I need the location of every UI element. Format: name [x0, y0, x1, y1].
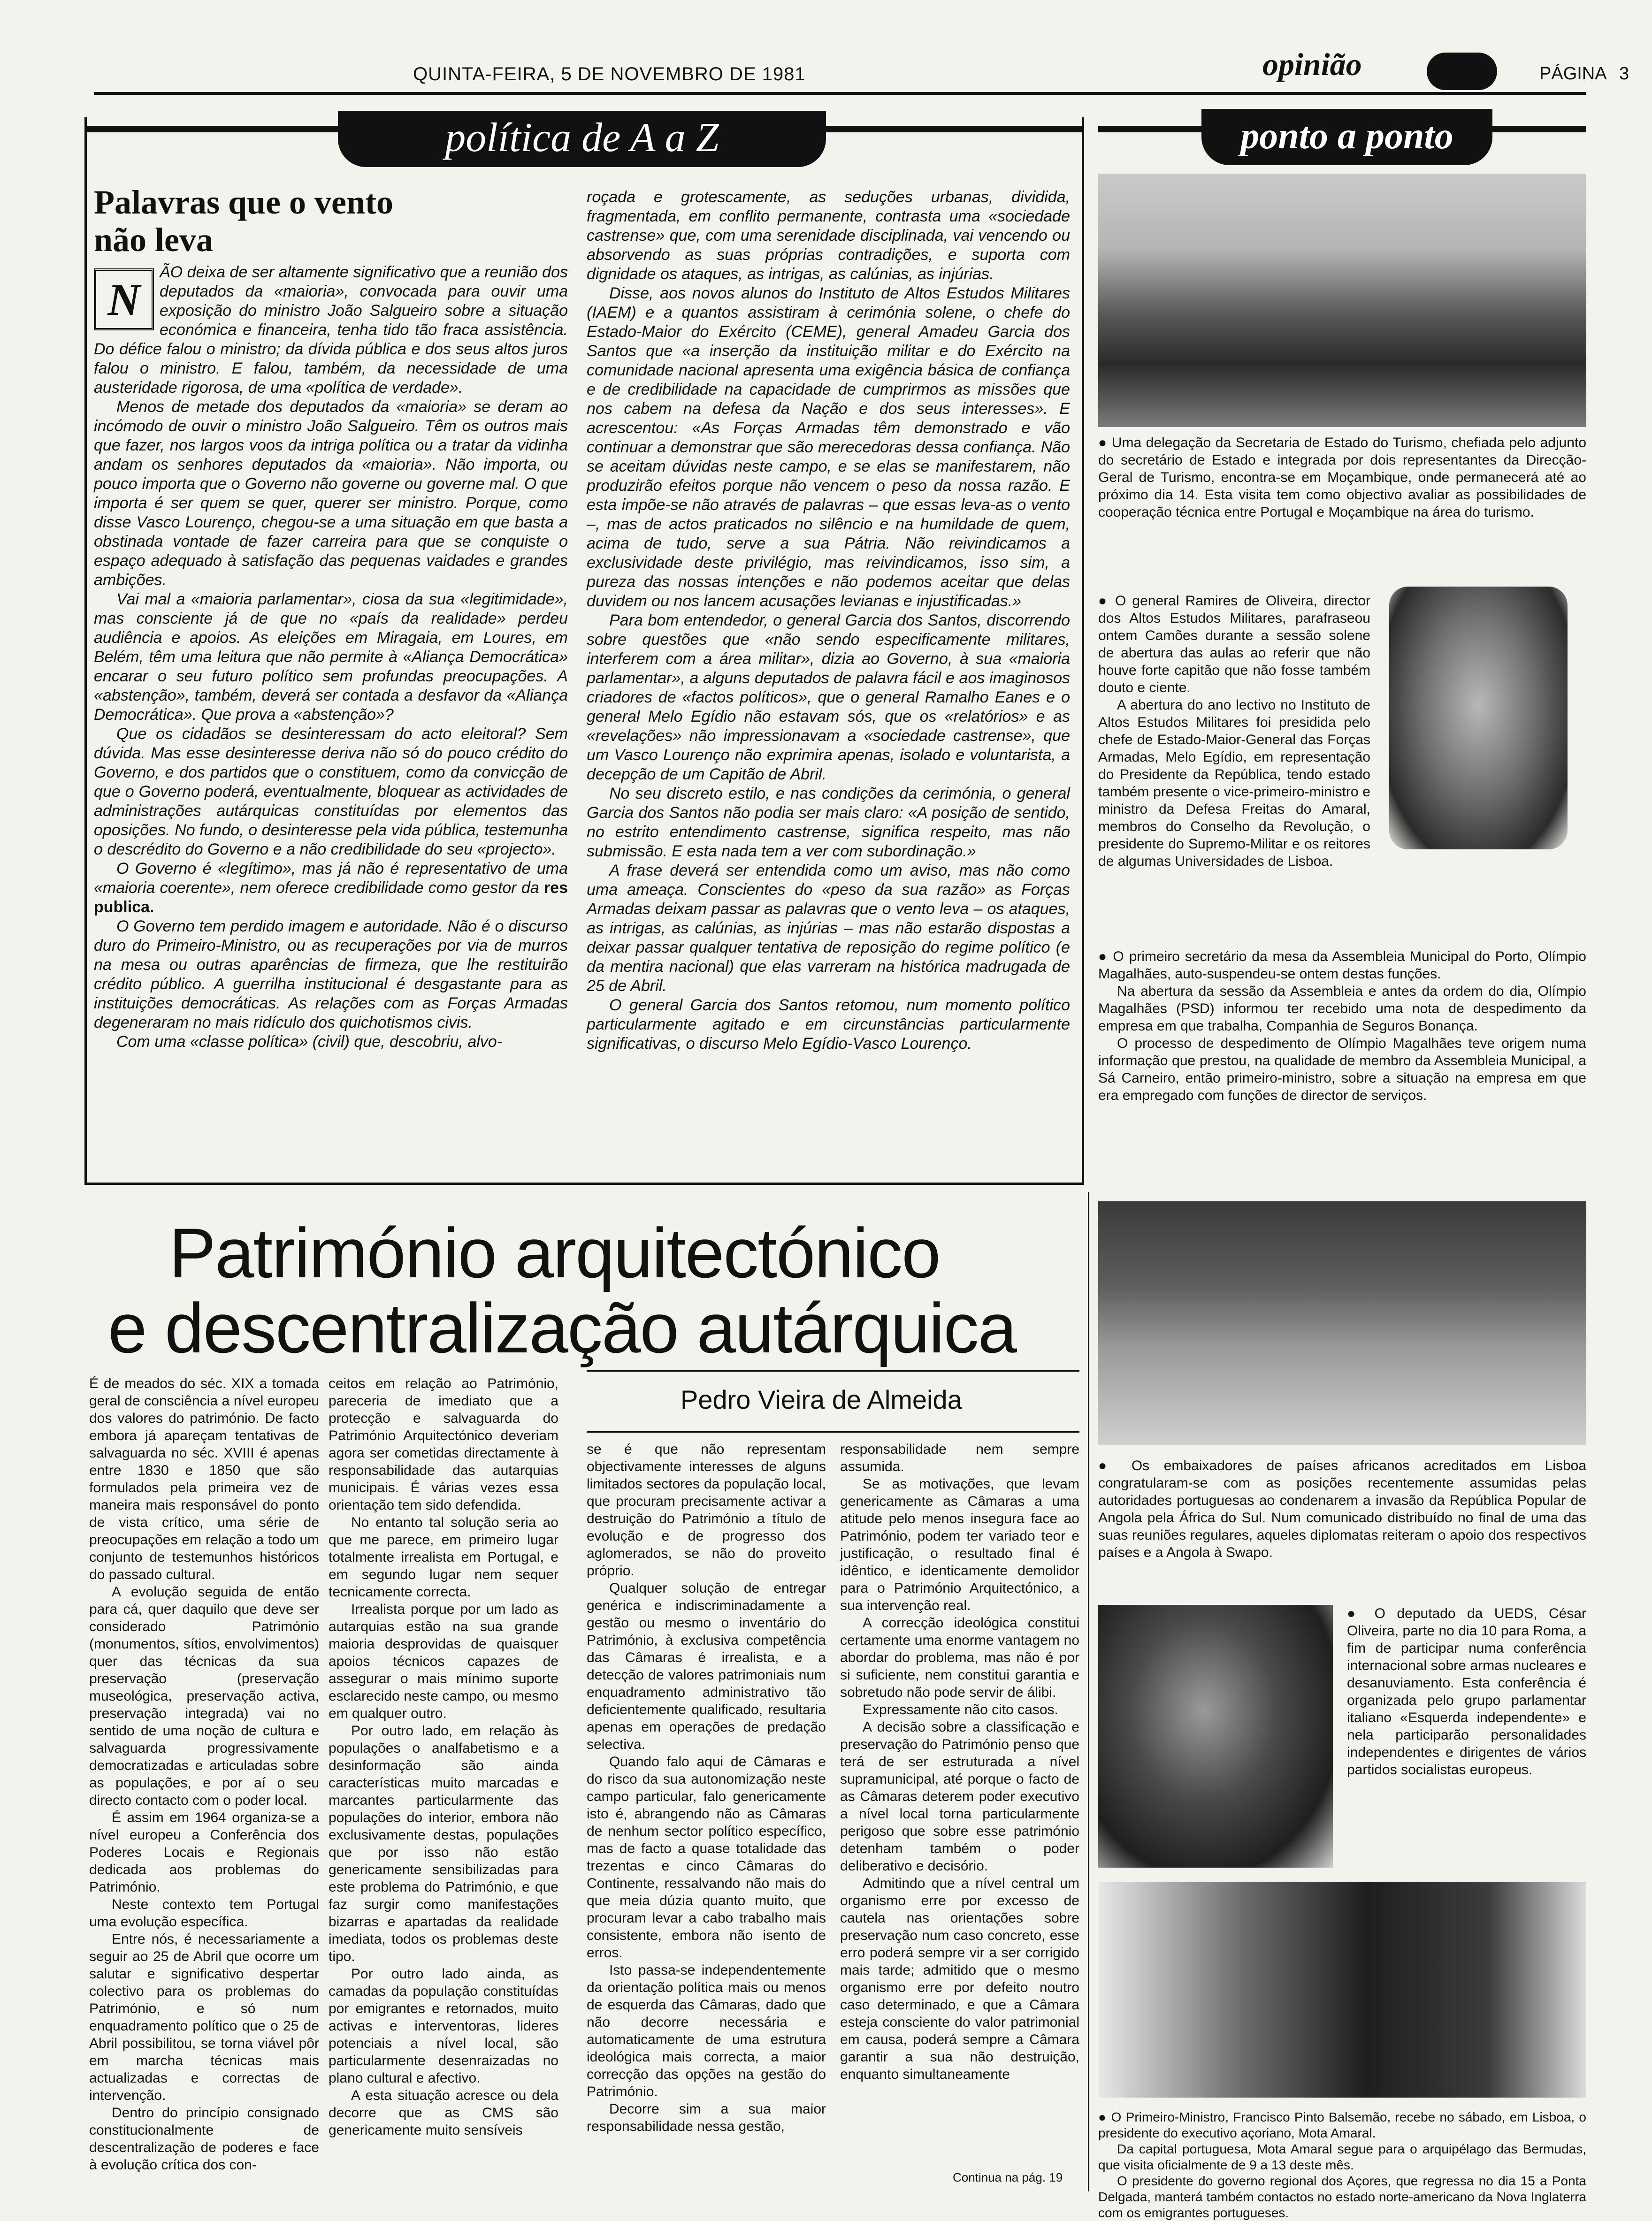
- politica-column-1: [94, 263, 568, 1159]
- politica-headline-line-2: não leva: [94, 221, 214, 259]
- patrimonio-headline-line-1: Património arquitectónico: [169, 1214, 940, 1292]
- ponto-text: ● O Primeiro-Ministro, Francisco Pinto Balsemão, recebe no sábado, em Lisboa, o presidente do executivo açoriano, Mota Amaral.: [1098, 2110, 1586, 2140]
- patrimonio-paragraph: A esta situação acresce ou dela decorre que as CMS são genericamente muito sensíveis: [329, 2088, 558, 2138]
- tourism-delegation-photo: [1098, 174, 1586, 427]
- ponto-text: O processo de despedimento de Olímpio Magalhães teve origem numa informação que prestou, na qualidade de membro da Assembleia Municipal, a Sá Carneiro, então primeiro-ministro, sobre a situação na empresa em que era empregado com funções de director de serviços.: [1098, 1036, 1586, 1103]
- ponto-text: Na abertura da sessão da Assembleia e antes da ordem do dia, Olímpio Magalhães (PSD) informou ter recebido uma nota de despedimento da empresa em que trabalha, Companhia de Seguros Bonança.: [1098, 984, 1586, 1034]
- patrimonio-paragraph: Dentro do princípio consignado constitucionalmente de descentralização de poderes e face à evolução crítica dos con-: [89, 2105, 319, 2173]
- patrimonio-paragraph: Quando falo aqui de Câmaras e do risco da sua autonomização neste campo particular, falo genericamente isto é, abrangendo não as Câmaras de nenhum sector político específico, mas de facto a quase totalidade das trezentas e cinco Câmaras do Continente, ressalvando não mais do que meia dúzia quanto muito, que procuram levar a cabo trabalho mais consistente, embora não isento de erros.: [587, 1754, 826, 1961]
- patrimonio-byline: Pedro Vieira de Almeida: [681, 1385, 962, 1414]
- byline-rule-bottom: [587, 1431, 1079, 1433]
- ponto-item: [1098, 948, 1586, 1104]
- politica-paragraph: Disse, aos novos alunos do Instituto de Altos Estudos Militares (IAEM) e a quantos assistiram à cerimónia solene, o chefe do Estado-Maior do Exército (CEME), general Amadeu Garcia dos Santos que «a inserção da instituição militar e do Exército na comunidade nacional apresenta uma exigência básica de confiança e de credibilidade na capacidade de cumprirmos as missões que nos cabem na defesa da Nação e dos seus interesses». E acrescentou: «As Forças Armadas têm demonstrado e vão continuar a demonstrar que são merecedoras dessa confiança. Não se aceitam dúvidas neste campo, e se elas se manifestarem, não produzirão efeitos porque não vencem o peso da nossa razão. E esta impõe-se não através de palavras – que essas leva-as o vento –, mas de actos praticados no silêncio e na humildade de quem, acima de tudo, serve a sua Pátria. Não reivindicamos a exclusividade deste privilégio, mas reivindicamos, isso sim, a pureza das nossas intenções e não podemos aceitar que delas duvidem ou nos lancem acusações levianas e injustificadas.»: [587, 284, 1070, 610]
- patrimonio-paragraph: Por outro lado, em relação às populações o analfabetismo e a desinformação são ainda características muito marcadas e marcantes particularmente das populações do interior, embora não exclusivamente destas, populações que por isso não estão genericamente sensibilizadas para este problema do Património, e que faz surgir como manifestações bizarras e apartadas da realidade imediata, todos os problemas deste tipo.: [329, 1723, 558, 1964]
- ponto-text: ● O deputado da UEDS, César Oliveira, parte no dia 10 para Roma, a fim de participar numa conferência internacional sobre armas nucleares e desanuviamento. Esta conferência é organizada pelo grupo parlamentar italiano «Esquerda independente» e nela participarão personalidades independentes e dirigentes de vários partidos socialistas europeus.: [1347, 1606, 1586, 1778]
- patrimonio-paragraph: É assim em 1964 organiza-se a nível europeu a Conferência dos Poderes Locais e Regionais dedicada aos problemas do Património.: [89, 1810, 319, 1895]
- ponto-text: O presidente do governo regional dos Açores, que regressa no dia 15 a Ponta Delgada, manterá também contactos no estado norte-americano da Nova Inglaterra com os emigrantes portugueses.: [1098, 2174, 1586, 2220]
- res-publica-emphasis: res publica.: [94, 879, 568, 916]
- politica-paragraph: Com uma «classe política» (civil) que, descobriu, alvo-: [116, 1033, 503, 1051]
- byline-rule: [587, 1370, 1079, 1372]
- patrimonio-paragraph: Por outro lado ainda, as camadas da população constituídas por emigrantes e retornados, muito activas e interventoras, lideres potenciais a nível local, são particularmente desenraizadas no plano cultural e afectivo.: [329, 1966, 558, 2086]
- patrimonio-column-3: [587, 1441, 826, 2187]
- continued-note: Continua na pág. 19: [953, 2170, 1063, 2184]
- ponto-text: ● O primeiro secretário da mesa da Assembleia Municipal do Porto, Olímpio Magalhães, auto-suspendeu-se ontem destas funções.: [1098, 949, 1586, 982]
- politica-paragraph: roçada e grotescamente, as seduções urbanas, dividida, fragmentada, em conflito permanente, contrasta uma «sociedade castrense» que, com uma serenidade disciplinada, vai vencendo ou absorvendo as suas próprias contradições, e suporta com dignidade os ataques, as intrigas, as calúnias, as injúrias.: [587, 188, 1070, 283]
- patrimonio-paragraph: Entre nós, é necessariamente a seguir ao 25 de Abril que ocorre um salutar e significativo despertar colectivo para os problemas do Património, e só num enquadramento político que o 25 de Abril possibilitou, se torna viável pôr em marcha técnicas mais actualizadas e correctas de intervenção.: [89, 1931, 319, 2103]
- patrimonio-paragraph: responsabilidade nem sempre assumida.: [840, 1442, 1079, 1474]
- politica-paragraph: Que os cidadãos se desinteressam do acto eleitoral? Sem dúvida. Mas esse desinteresse deriva não só do pouco crédito do Governo, e dos partidos que o constituem, como da convicção de que o Governo poderá, eventualmente, bloquear as actividades de administrações autárquicas constituídas por elementos das oposições. No fundo, o desinteresse pela vida pública, testemunha o descrédito do Governo e a não credibilidade do seu «projecto».: [94, 725, 568, 858]
- ponto-text: ● O general Ramires de Oliveira, director dos Altos Estudos Militares, parafraseou ontem Camões durante a sessão solene de abertura das aulas ao referir que não houve forte capitão que não fosse também douto e ciente.: [1098, 593, 1370, 695]
- ponto-text: Da capital portuguesa, Mota Amaral segue para o arquipélago das Bermudas, que visita oficialmente de 9 a 13 deste mês.: [1098, 2142, 1586, 2172]
- dropcap: N: [94, 268, 154, 330]
- politica-paragraph: Para bom entendedor, o general Garcia dos Santos, discorrendo sobre questões que «não sendo especificamente militares, interferem com a área militar», dizia ao Governo, à sua «maioria parlamentar», a alguns deputados de palavra fácil e aos imaginosos criadores de «factos políticos», que o general Ramalho Eanes e o general Melo Egídio não estavam sós, que os «relatórios» e as «revelações» não impressionavam a «sociedade castrense», que um Vasco Lourenço não exprimira apenas, isolado e voluntarista, a decepção de um Capitão de Abril.: [587, 611, 1070, 783]
- politica-paragraph: No seu discreto estilo, e nas condições da cerimónia, o general Garcia dos Santos não podia ser mais claro: «A posição de sentido, no estrito entendimento castrense, significa respeito, mas não submissão. E esta nada tem a ver com subordinação.»: [587, 785, 1070, 860]
- politica-paragraph: Vai mal a «maioria parlamentar», ciosa da sua «legitimidade», mas consciente já de que no «país da realidade» perdeu audiência e apoios. As eleições em Miragaia, em Loures, em Belém, têm uma leitura que não permite à «Aliança Democrática» encarar o seu futuro político sem profundas preocupações. A «abstenção», também, deverá ser contada a desfavor da «Aliança Democrática». Que prova a «abstenção»?: [94, 590, 568, 724]
- ponto-item: [1098, 592, 1370, 870]
- patrimonio-paragraph: Decorre sim a sua maior responsabilidade nessa gestão,: [587, 2101, 826, 2134]
- right-column-divider: [1088, 1192, 1089, 2191]
- patrimonio-paragraph: Admitindo que a nível central um organismo erre por excesso de cautela nas orientações sobre preservação num caso concreto, esse erro poderá sempre vir a ser corrigido mais tarde; admitido que o mesmo organismo erre por defeito noutro caso determinado, e que a Câmara esteja consciente do valor patrimonial em causa, poderá sempre a Câmara garantir a sua não destruição, enquanto simultaneamente: [840, 1876, 1079, 2082]
- politica-paragraph: O Governo tem perdido imagem e autoridade. Não é o discurso duro do Primeiro-Ministro, ou as recuperações por via de murros na mesa ou outras aparências de firmeza, que lhe restituirão crédito público. A guerrilha institucional é desgastante para as instituições democráticas. As relações com as Forças Armadas degeneraram no mais ridículo dos quichotismos civis.: [94, 917, 568, 1031]
- politica-paragraph: Menos de metade dos deputados da «maioria» se deram ao incómodo de ouvir o ministro João Salgueiro. Têm os outros mais que fazer, nos largos voos da intriga política ou a tratar da vidinha andam os senhores deputados da «maioria». Não importa, ou pouco importa que o Governo não governe ou governe mal. O que importa é ser quem se quer, querer ser ministro. Porque, como disse Vasco Lourenço, chegou-se a uma situação em que basta a obstinada vontade de fazer carreira para que se conquiste o espaço adequado à satisfação das pequenas vaidades e grandes ambições.: [94, 398, 568, 589]
- ponto-text: ● Uma delegação da Secretaria de Estado do Turismo, chefiada pelo adjunto do secretário de Estado e integrada por dois representantes da Direcção-Geral de Turismo, encontra-se em Moçambique, onde permanecerá até ao próximo dia 14. Esta visita tem como objectivo avaliar as possibilidades de cooperação técnica entre Portugal e Moçambique na área do turismo.: [1098, 435, 1586, 520]
- patrimonio-paragraph: No entanto tal solução seria ao que me parece, em primeiro lugar totalmente irrealista em Portugal, e em segundo lugar nem sequer tecnicamente correcta.: [329, 1515, 558, 1600]
- patrimonio-paragraph: Irrealista porque por um lado as autarquias estão na sua grande maioria desprovidas de quaisquer apoios técnicos capazes de assegurar o mais mínimo suporte esclarecido neste campo, ou mesmo em qualquer outro.: [329, 1602, 558, 1721]
- ponto-item: [1098, 1457, 1586, 1561]
- military-vehicles-photo: [1098, 1201, 1586, 1445]
- section-name: opinião: [1262, 46, 1362, 82]
- politica-column-2: [587, 188, 1070, 1159]
- patrimonio-paragraph: se é que não representam objectivamente interesses de alguns limitados sectores da população local, que procuram precisamente activar a destruição do Património a título de evolução e de progresso dos aglomerados, se não do proveito próprio.: [587, 1442, 826, 1579]
- patrimonio-headline-line-2: e descentralização autárquica: [108, 1289, 1016, 1367]
- page-label: PÁGINA: [1539, 64, 1607, 84]
- patrimonio-paragraph: Expressamente não cito casos.: [863, 1702, 1058, 1717]
- ponto-item: [1098, 434, 1586, 521]
- ponto-text: ● Os embaixadores de países africanos acreditados em Lisboa congratularam-se com as posições recentemente assumidas pelas autoridades portuguesas ao condenarem a invasão da República Popular de Angola pela África do Sul. Num comunicado distribuído no final de uma das suas reuniões regulares, aqueles diplomatas reiteram o apoio dos respectivos países e a Angola à Swapo.: [1098, 1458, 1586, 1560]
- politica-paragraph: O general Garcia dos Santos retomou, num momento político particularmente agitado e em circunstâncias particularmente significativas, o discurso Melo Egídio-Vasco Lourenço.: [587, 996, 1070, 1053]
- patrimonio-column-1: [89, 1375, 319, 2187]
- ponto-item: [1098, 2109, 1586, 2220]
- patrimonio-paragraph: A decisão sobre a classificação e preservação do Património penso que terá de ser estruturada a nível supramunicipal, até porque o facto de as Câmaras deterem poder executivo a nível local torna particularmente perigoso que sobre esse património detenham também o poder deliberativo e decisório.: [840, 1719, 1079, 1874]
- patrimonio-paragraph: Qualquer solução de entregar genérica e indiscriminadamente a gestão ou mesmo o inventário do Património, à exclusiva competência das Câmaras é irrealista, e a detecção de valores patrimoniais num enquadramento administrativo tão deficientemente qualificado, resultaria apenas em operações de predação selectiva.: [587, 1580, 826, 1752]
- masthead-date: QUINTA-FEIRA, 5 DE NOVEMBRO DE 1981: [413, 64, 806, 84]
- ponto-banner: ponto a ponto: [1201, 109, 1492, 165]
- patrimonio-paragraph: A evolução seguida de então para cá, quer daquilo que deve ser considerado Património (monumentos, sítios, envolvimentos) quer das técnicas da sua preservação (preservação museológica, preservação activa, preservação integrada) vai no sentido de uma noção de cultura e salvaguarda progressivamente democratizadas e articuladas sobre as populações, e por aí o seu directo contacto com o poder local.: [89, 1584, 319, 1808]
- ponto-text: A abertura do ano lectivo no Instituto de Altos Estudos Militares foi presidida pelo chefe de Estado-Maior-General das Forças Armadas, Melo Egídio, em representação do Presidente da República, tendo estado também presente o vice-primeiro-ministro e ministro da Defesa Freitas do Amaral, membros do Conselho da Revolução, o presidente do Supremo-Militar e os reitores de algumas Universidades de Lisboa.: [1098, 697, 1370, 869]
- cesar-oliveira-photo: [1098, 1605, 1333, 1868]
- politica-paragraph-text: O Governo é «legítimo», mas já não é representativo de uma «maioria coerente», nem oferece credibilidade como gestor da: [94, 860, 568, 897]
- patrimonio-paragraph: A correcção ideológica constitui certamente uma enorme vantagem no abordar do problema, mas não é por si suficiente, nem constitui garantia e sobretudo não pode servir de álibi.: [840, 1615, 1079, 1700]
- politica-paragraph: [94, 859, 568, 917]
- ponto-item: [1347, 1605, 1586, 1778]
- politica-banner: política de A a Z: [338, 111, 826, 167]
- camoes-statue-photo: [1389, 587, 1568, 849]
- politica-paragraph: ÃO deixa de ser altamente significativo que a reunião dos deputados da «maioria», convocada para ouvir uma exposição do ministro João Salgueiro sobre a situação económica e financeira, tenha tido tão fraca assistência. Do défice falou o ministro; da dívida pública e dos seus altos juros falou o ministro. E falou, também, da necessidade de uma austeridade rigorosa, de uma «política de verdade».: [94, 263, 568, 397]
- politica-headline-line-1: Palavras que o vento: [94, 183, 393, 221]
- masthead-rule: [94, 92, 1586, 95]
- page-number: 3: [1619, 64, 1629, 84]
- patrimonio-paragraph: Isto passa-se independentemente da orientação política mais ou menos de esquerda das Câmaras, dado que não decorre necessária e automaticamente de uma estrutura ideológica mais correcta, a maior correcção das opções na gestão do Património.: [587, 1962, 826, 2099]
- patrimonio-column-4: [840, 1441, 1079, 2163]
- patrimonio-column-2: [329, 1375, 558, 2187]
- patrimonio-paragraph: É de meados do séc. XIX a tomada geral de consciência a nível europeu dos valores do património. De facto embora já apareçam tentativas de salvaguarda no séc. XVIII é apenas entre 1830 e 1850 que são formulados pela primeira vez de maneira mais responsável do ponto de vista crítico, uma série de preocupações em relação a todo um conjunto de testemunhos históricos do passado cultural.: [89, 1376, 319, 1582]
- balsemao-amaral-photo: [1098, 1882, 1586, 2098]
- patrimonio-paragraph: ceitos em relação ao Património, pareceria de imediato que a protecção e salvaguarda do Património Arquitectónico deveriam agora ser cometidas directamente à responsabilidade das autarquias municipais. É várias vezes essa orientação tem sido defendida.: [329, 1376, 558, 1513]
- politica-paragraph: A frase deverá ser entendida como um aviso, mas não como uma ameaça. Conscientes do «peso da sua razão» as Forças Armadas deixam passar as palavras que o vento leva – os ataques, as intrigas, as calúnias, as injúrias – mas não estarão dispostas a deixar passar qualquer tentativa de reposição do regime político (e da mentira nacional) que elas varreram na histórica madrugada de 25 de Abril.: [587, 862, 1070, 995]
- patrimonio-paragraph: Neste contexto tem Portugal uma evolução específica.: [89, 1897, 319, 1930]
- patrimonio-paragraph: Se as motivações, que levam genericamente as Câmaras a uma atitude pelo menos insegura face ao Património, podem ter variado teor e justificação, o resultado final é idêntico, e identicamente demolidor para o Património Arquitectónico, a sua intervenção real.: [840, 1476, 1079, 1613]
- section-logo-icon: [1427, 53, 1497, 90]
